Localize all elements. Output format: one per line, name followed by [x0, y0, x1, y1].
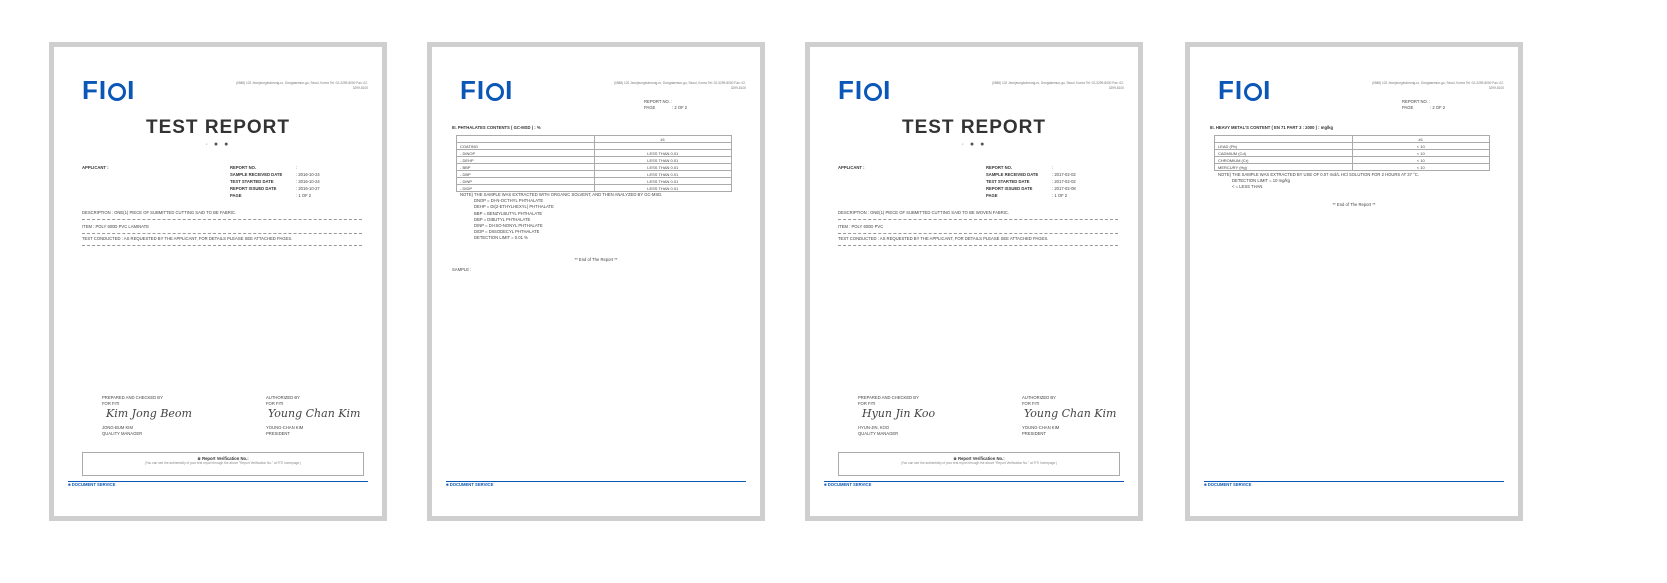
row-value: LESS THAN 0.01 [594, 157, 732, 164]
sample-received-label: SAMPLE RECEIVED DATE [986, 172, 1039, 177]
fiti-logo: FI I [82, 75, 136, 105]
row-value: LESS THAN 0.01 [594, 164, 732, 171]
row-value [594, 143, 732, 150]
divider [82, 233, 362, 234]
note-line: DBP = DIBUTYL PHTHALATE [474, 216, 531, 222]
company-address: (0588) 102 Jeonjeungbuheung-ro, Dongdaemun-gu, Seoul, Korea Tel: 02-3299-8000 Fax: 02-3299-8100 [235, 81, 368, 90]
authorized-signature: Young Chan Kim [268, 407, 361, 420]
page-label: PAGE [986, 193, 998, 198]
authorized-name: YOUNG-CHAN KIM [1022, 425, 1060, 430]
authorized-signature: Young Chan Kim [1024, 407, 1117, 420]
document-service-title: ■ DOCUMENT SERVICE [446, 482, 494, 487]
report-page-3 [805, 42, 1143, 521]
test-started-label: TEST STARTED DATE [986, 179, 1030, 184]
note-line: DETECTION LIMIT = 10 mg/kg [1232, 178, 1290, 184]
report-page-2-sheet [432, 47, 760, 516]
table-header-row [1215, 136, 1490, 143]
row-name: - DIDP [457, 185, 595, 192]
fiti-logo: FI I [1218, 75, 1272, 105]
prepared-title: QUALITY MANAGER [102, 431, 143, 436]
authorized-title: PRESIDENT [1022, 431, 1046, 436]
page-value: : 2 OF 2 [672, 105, 688, 110]
end-of-report: ** End of The Report ** [1332, 202, 1376, 207]
authorized-title: PRESIDENT [266, 431, 290, 436]
notes [460, 192, 662, 242]
table-header-row [457, 136, 732, 143]
document-service-title: ■ DOCUMENT SERVICE [1204, 482, 1252, 487]
row-value: < 10 [1352, 150, 1490, 157]
verification-title: ※ Report Verification No.: [197, 456, 249, 461]
report-page-1-sheet [54, 47, 382, 516]
authorized-label: AUTHORIZED BY [266, 395, 300, 400]
section-title: III. HEAVY METAL'S CONTENT ( EN 71 PART 3 : 2000 ) : mg/kg [1210, 125, 1334, 130]
report-page-4-sheet [1190, 47, 1518, 516]
report-issued-label: REPORT ISSUED DATE [986, 186, 1033, 191]
table-row [457, 178, 732, 185]
note-line: DIDP = DIISODECYL PHTHALATE [474, 229, 540, 235]
page-value: : 1 OF 2 [296, 193, 312, 198]
prepared-for: FOR FITI [858, 401, 876, 406]
row-name: - DINP [457, 178, 595, 185]
table-row [457, 185, 732, 192]
logo-text [838, 75, 844, 76]
report-issued-label: REPORT ISSUED DATE [230, 186, 277, 191]
fiti-logo: FI I [460, 75, 514, 105]
report-no-label: REPORT NO. [230, 165, 257, 170]
prepared-name: HYUN-JIN, KOO [858, 425, 890, 430]
table-row [1215, 157, 1490, 164]
row-value: < 10 [1352, 157, 1490, 164]
company-address: (0588) 102 Jeonjeungbuheung-ro, Dongdaemun-gu, Seoul, Korea Tel: 02-3299-8000 Fax: 02-3299-8100 [991, 81, 1124, 90]
column-header: #1 [594, 136, 732, 143]
company-address: (0588) 102 Jeonjeungbuheung-ro, Dongdaemun-gu, Seoul, Korea Tel: 02-3299-8000 Fax: 02-3299-8100 [1371, 81, 1504, 90]
page-value: : 1 OF 2 [1052, 193, 1068, 198]
row-name: COATING [457, 143, 595, 150]
prepared-label: PREPARED AND CHECKED BY [102, 395, 163, 400]
table-row [1215, 164, 1490, 171]
document-service-title: ■ DOCUMENT SERVICE [68, 482, 116, 487]
authorized-for: FOR FITI [1022, 401, 1040, 406]
note-line: DETECTION LIMIT = 0.01 % [474, 235, 528, 241]
page-label: PAGE [644, 105, 656, 110]
description: DESCRIPTION : ONE(1) PIECE OF SUBMITTED CUTTING SAID TO BE FABRIC. [82, 210, 237, 215]
row-value: < 10 [1352, 143, 1490, 150]
verification-note: (You can see the authenticity of your test report through the above "Report Verification No." at FITI homepage.) [900, 461, 1058, 466]
note-line: NOTE) THE SAMPLE WAS EXTRACTED WITH ORGANIC SOLVENT, AND THEN ANALYZED BY GC-MSD. [460, 192, 663, 197]
applicant-label: APPLICANT : [82, 165, 109, 170]
results-table [1214, 135, 1490, 171]
note-line: DEHP = DI(2-ETHYLHEXYL) PHTHALATE [474, 204, 554, 210]
divider [82, 245, 362, 246]
logo-text [82, 75, 88, 76]
fiti-logo: FI I [838, 75, 892, 105]
document-service [446, 481, 746, 488]
row-value: LESS THAN 0.01 [594, 150, 732, 157]
report-no-label: REPORT NO. : [644, 99, 673, 104]
prepared-label: PREPARED AND CHECKED BY [858, 395, 919, 400]
row-name: - BBP [457, 164, 595, 171]
authorized-name: YOUNG-CHAN KIM [266, 425, 304, 430]
divider [838, 233, 1118, 234]
document-service [1204, 481, 1504, 488]
results-table [456, 135, 732, 192]
verification-box [82, 452, 364, 476]
authorized-for: FOR FITI [266, 401, 284, 406]
test-started-value: : 2017-02-02 [1052, 179, 1076, 184]
row-value: LESS THAN 0.01 [594, 178, 732, 185]
table-row [457, 164, 732, 171]
note-line: DNOP = DI-N-OCTHYL PHTHALATE [474, 198, 544, 204]
page-label: PAGE [1402, 105, 1414, 110]
sample-received-value: : 2016-10-24 [296, 172, 320, 177]
row-value: LESS THAN 0.01 [594, 171, 732, 178]
row-value: < 10 [1352, 164, 1490, 171]
table-row [1215, 143, 1490, 150]
report-page-1 [49, 42, 387, 521]
verification-title: ※ Report Verification No.: [953, 456, 1005, 461]
applicant-label: APPLICANT : [838, 165, 865, 170]
report-issued-value: : 2017-02-08 [1052, 186, 1076, 191]
row-name: CHROMIUM (Cr) [1215, 157, 1353, 164]
row-name: - DINOP [457, 150, 595, 157]
divider [838, 219, 1118, 220]
row-name: CADMIUM (Cd) [1215, 150, 1353, 157]
table-row [457, 143, 732, 150]
authorized-label: AUTHORIZED BY [1022, 395, 1056, 400]
test-conducted: TEST CONDUCTED : AS REQUESTED BY THE APPLICANT, FOR DETAILS PLEASE SEE ATTACHED PAGES. [838, 236, 1049, 241]
row-name: MERCURY (Hg) [1215, 164, 1353, 171]
row-name: - DEHP [457, 157, 595, 164]
section-title: III. PHTHALATES CONTENTS ( GC-MSD ) : % [452, 125, 541, 130]
item: ITEM : POLY 600D PVC [838, 224, 884, 229]
verification-box [838, 452, 1120, 476]
prepared-signature: Hyun Jin Koo [862, 407, 936, 420]
page-label: PAGE [230, 193, 242, 198]
report-page-2 [427, 42, 765, 521]
report-no-label: REPORT NO. [986, 165, 1013, 170]
logo-text [1218, 75, 1224, 76]
report-page-4 [1185, 42, 1523, 521]
document-service-title: ■ DOCUMENT SERVICE [824, 482, 872, 487]
prepared-for: FOR FITI [102, 401, 120, 406]
divider [838, 245, 1118, 246]
sample-received-value: : 2017-02-02 [1052, 172, 1076, 177]
table-row [1215, 150, 1490, 157]
report-title: TEST REPORT [145, 117, 290, 138]
logo-text [460, 75, 466, 76]
sample-received-label: SAMPLE RECEIVED DATE [230, 172, 283, 177]
sample-label: SAMPLE : [452, 267, 472, 272]
verification-note: (You can see the authenticity of your test report through the above "Report Verification No." at FITI homepage.) [144, 461, 302, 466]
title-dots: · ● ● [961, 141, 987, 148]
note-line: NOTE) THE SAMPLE WAS EXTRACTED BY USE OF 0.07 mol/L HCl SOLUTION FOR 2 HOURS AT 37 °C. [1218, 172, 1419, 177]
note-line: DINP = DI-ISO-NONYL PHTHALATE [474, 223, 543, 229]
company-address: (0588) 102 Jeonjeungbuheung-ro, Dongdaemun-gu, Seoul, Korea Tel: 02-3299-8000 Fax: 02-3299-8100 [613, 81, 746, 90]
report-title: TEST REPORT [901, 117, 1046, 138]
note-line: < = LESS THAN [1232, 184, 1263, 190]
end-of-report: ** End of The Report ** [574, 257, 618, 262]
prepared-name: JONG-BUM KIM [102, 425, 133, 430]
table-row [457, 150, 732, 157]
divider [82, 219, 362, 220]
report-no-value: : [1052, 165, 1054, 170]
note-line: BBP = BENZYLBUTYL PHTHALATE [474, 210, 543, 216]
test-started-value: : 2016-10-24 [296, 179, 320, 184]
test-started-label: TEST STARTED DATE [230, 179, 274, 184]
document-service [68, 481, 368, 488]
report-issued-value: : 2016-10-27 [296, 186, 320, 191]
row-value: LESS THAN 0.01 [594, 185, 732, 192]
report-no-label: REPORT NO. : [1402, 99, 1431, 104]
report-no-value: : [296, 165, 298, 170]
prepared-title: QUALITY MANAGER [858, 431, 899, 436]
column-header: #1 [1352, 136, 1490, 143]
table-row [457, 171, 732, 178]
title-dots: · ● ● [205, 141, 231, 148]
prepared-signature: Kim Jong Beom [106, 407, 192, 420]
row-name: LEAD (Pb) [1215, 143, 1353, 150]
notes [1218, 172, 1419, 191]
test-conducted: TEST CONDUCTED : AS REQUESTED BY THE APPLICANT, FOR DETAILS PLEASE SEE ATTACHED PAGES. [82, 236, 293, 241]
item: ITEM : POLY 600D PVC LAMINATE [82, 224, 150, 229]
table-row [457, 157, 732, 164]
page-value: : 2 OF 2 [1430, 105, 1446, 110]
document-service [824, 481, 1124, 488]
description: DESCRIPTION : ONE(1) PIECE OF SUBMITTED CUTTING SAID TO BE WOVEN FABRIC. [838, 210, 1010, 215]
row-name: - DBP [457, 171, 595, 178]
report-page-3-sheet [810, 47, 1138, 516]
